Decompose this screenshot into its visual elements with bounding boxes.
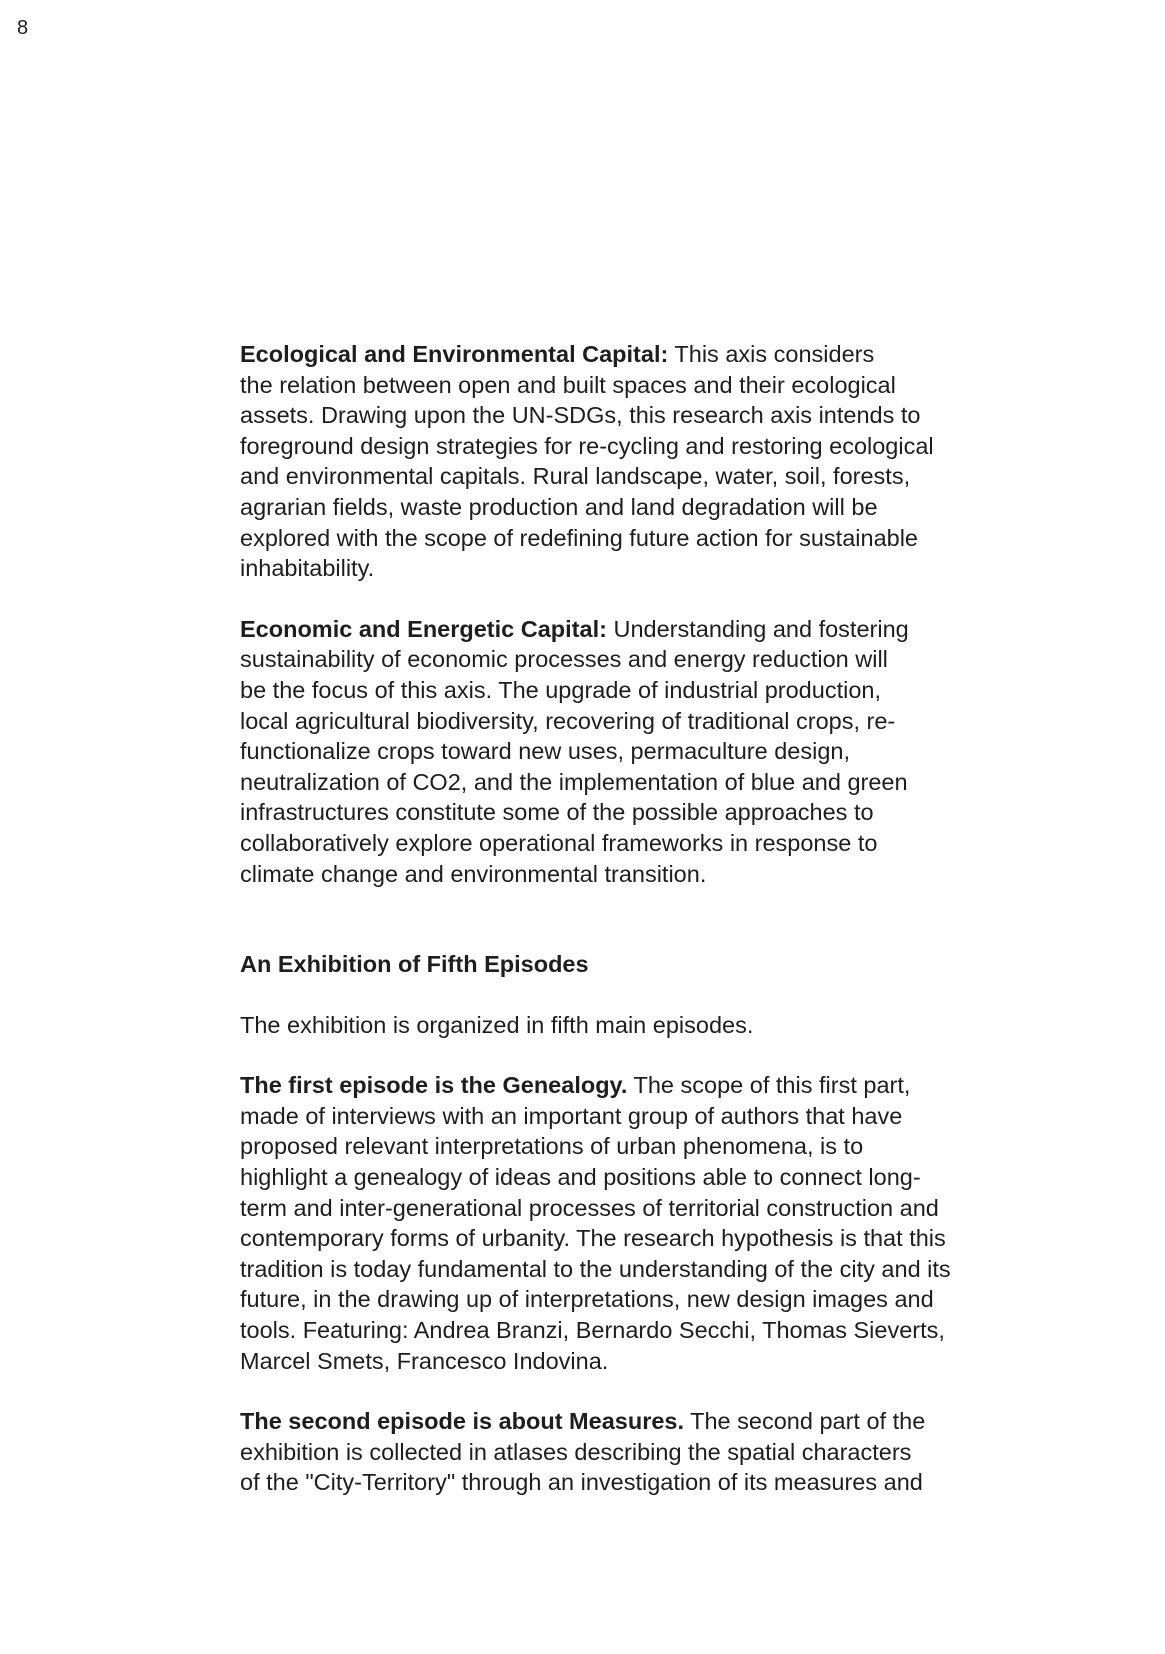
text-line: highlight a genealogy of ideas and positions able to connect long- [240,1164,921,1191]
text-line: term and inter-generational processes of territorial construction and [240,1194,939,1221]
text-line: contemporary forms of urbanity. The research hypothesis is that this [240,1225,946,1252]
page-number: 8 [17,17,29,39]
text-line: the relation between open and built spaces and their ecological [240,371,896,398]
text-line: local agricultural biodiversity, recovering of traditional crops, re- [240,707,896,734]
document-body [240,339,1020,1498]
section-heading: An Exhibition of Fifth Episodes [240,951,589,978]
paragraph-title: Ecological and Environmental Capital: [240,341,669,367]
text-line: The first episode is the Genealogy. The scope of this first part, [240,1072,911,1099]
paragraph-title: Economic and Energetic Capital: [240,615,607,642]
paragraph-economic-capital [240,614,1020,889]
paragraph-second-episode [240,1406,1020,1498]
text-line: be the focus of this axis. The upgrade of industrial production, [240,676,881,703]
paragraph-first-episode [240,1070,1020,1376]
paragraph-exhibition-intro [240,1010,1020,1041]
text-line: The exhibition is organized in fifth main episodes. [240,1011,754,1038]
paragraph-title: The first episode is the Genealogy. [240,1072,628,1099]
text-line: tools. Featuring: Andrea Branzi, Bernardo Secchi, Thomas Sieverts, [240,1317,945,1344]
text-line: Ecological and Environmental Capital: This axis considers [240,341,875,367]
text-line: assets. Drawing upon the UN-SDGs, this research axis intends to [240,402,921,429]
paragraph-ecological-capital [240,339,1020,584]
text-line: Marcel Smets, Francesco Indovina. [240,1347,609,1374]
spacer [240,889,1020,949]
text-line: foreground design strategies for re-cycling and restoring ecological [240,432,934,459]
spacer [240,1040,1020,1070]
text-line: The second episode is about Measures. The second part of the [240,1408,926,1435]
text-line: climate change and environmental transition. [240,860,707,887]
text-line: exhibition is collected in atlases describing the spatial characters [240,1438,912,1465]
text-line: collaboratively explore operational frameworks in response to [240,829,878,856]
text-line: infrastructures constitute some of the possible approaches to [240,799,874,826]
text-line: proposed relevant interpretations of urban phenomena, is to [240,1133,864,1160]
text-line: and environmental capitals. Rural landscape, water, soil, forests, [240,463,911,490]
text-line: neutralization of CO2, and the implementation of blue and green [240,768,908,795]
text-line: tradition is today fundamental to the understanding of the city and its [240,1255,951,1282]
spacer [240,1376,1020,1406]
paragraph-title: The second episode is about Measures. [240,1408,685,1435]
text-line: explored with the scope of redefining future action for sustainable [240,524,919,551]
text-line: of the "City-Territory" through an investigation of its measures and [240,1469,923,1496]
text-line: future, in the drawing up of interpretations, new design images and [240,1286,934,1313]
text-line: made of interviews with an important group of authors that have [240,1102,903,1129]
text-line: functionalize crops toward new uses, permaculture design, [240,738,851,765]
text-line: agrarian fields, waste production and land degradation will be [240,493,878,520]
spacer [240,980,1020,1010]
text-line: inhabitability. [240,555,375,582]
text-line: sustainability of economic processes and energy reduction will [240,646,888,673]
text-line: Economic and Energetic Capital: Understanding and fostering [240,615,909,642]
spacer [240,584,1020,614]
